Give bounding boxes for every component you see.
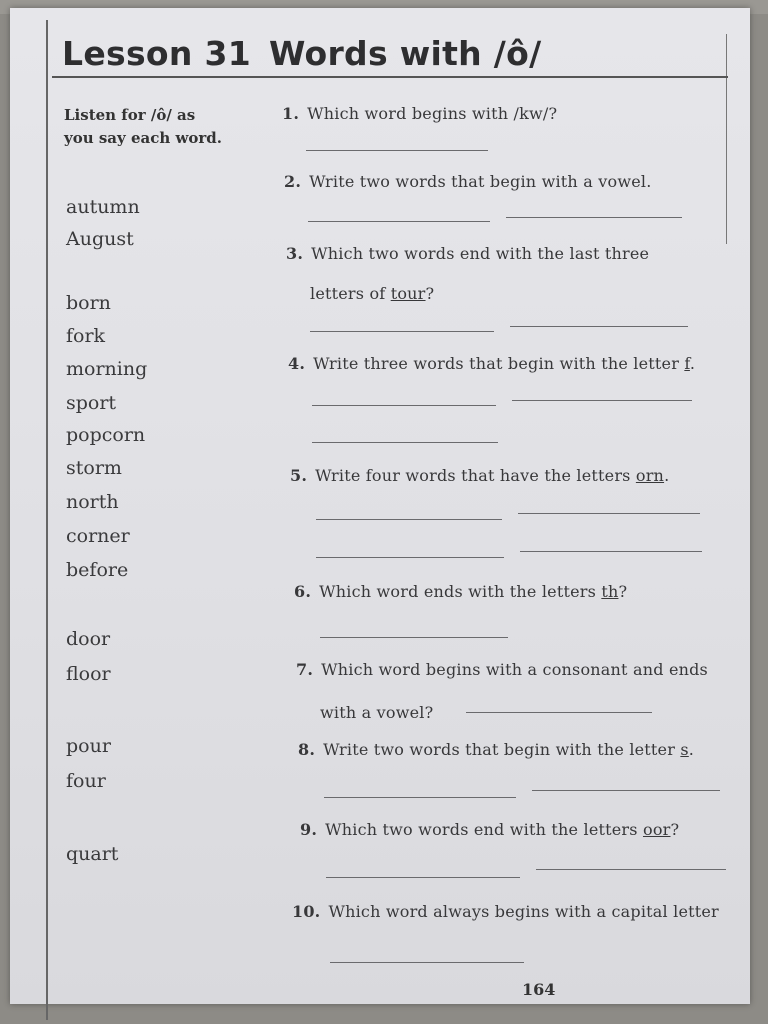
answer-line[interactable] [466,712,652,713]
word-list-item: corner [66,525,130,547]
word-list-item: pour [66,735,111,757]
answer-line[interactable] [308,221,490,222]
lesson-topic: Words with /ô/ [268,34,542,73]
answer-line[interactable] [316,519,502,520]
answer-line[interactable] [330,962,524,963]
word-list-item: door [66,628,111,650]
question-10: 10. Which word always begins with a capital letter [292,902,719,921]
title-rule [52,76,728,78]
question-6: 6. Which word ends with the letters th? [294,582,628,601]
word-list-item: August [66,228,134,250]
word-list-item: fork [66,325,106,347]
answer-line[interactable] [320,637,508,638]
question-7-continued: with a vowel? [320,703,434,722]
answer-line[interactable] [312,405,496,406]
question-3-continued: letters of tour? [310,284,435,303]
answer-line[interactable] [532,790,720,791]
answer-line[interactable] [312,442,498,443]
word-list-item: born [66,292,111,314]
answer-line[interactable] [510,326,688,327]
answer-line[interactable] [520,551,702,552]
lesson-number: Lesson 31 [62,34,251,73]
question-5: 5. Write four words that have the letters orn. [290,466,670,485]
word-list-item: autumn [66,196,140,218]
word-list-item: morning [66,358,148,380]
question-9: 9. Which two words end with the letters oor? [300,820,680,839]
answer-line[interactable] [306,150,488,151]
question-7: 7. Which word begins with a consonant and ends [296,660,708,679]
worksheet-page [10,8,750,1004]
word-list-item: four [66,770,106,792]
word-list-item: floor [66,663,111,685]
answer-line[interactable] [316,557,504,558]
right-margin-rule [726,34,727,244]
word-list-item: quart [66,843,119,865]
left-margin-rule [46,20,48,1020]
word-list-item: sport [66,392,117,414]
word-list-item: before [66,559,129,581]
answer-line[interactable] [518,513,700,514]
answer-line[interactable] [326,877,520,878]
answer-line[interactable] [512,400,692,401]
page-number: 164 [522,980,556,999]
page-title [62,34,541,73]
answer-line[interactable] [536,869,726,870]
word-list-item: north [66,491,119,513]
question-1: 1. Which word begins with /kw/? [282,104,558,123]
answer-line[interactable] [310,331,494,332]
question-4: 4. Write three words that begin with the letter f. [288,354,696,373]
word-list-item: popcorn [66,424,146,446]
question-3: 3. Which two words end with the last three [286,244,650,263]
question-8: 8. Write two words that begin with the letter s. [298,740,695,759]
intro-instructions: Listen for /ô/ as you say each word. [64,106,223,147]
question-2: 2. Write two words that begin with a vowel. [284,172,652,191]
answer-line[interactable] [324,797,516,798]
word-list-item: storm [66,457,122,479]
answer-line[interactable] [506,217,682,218]
